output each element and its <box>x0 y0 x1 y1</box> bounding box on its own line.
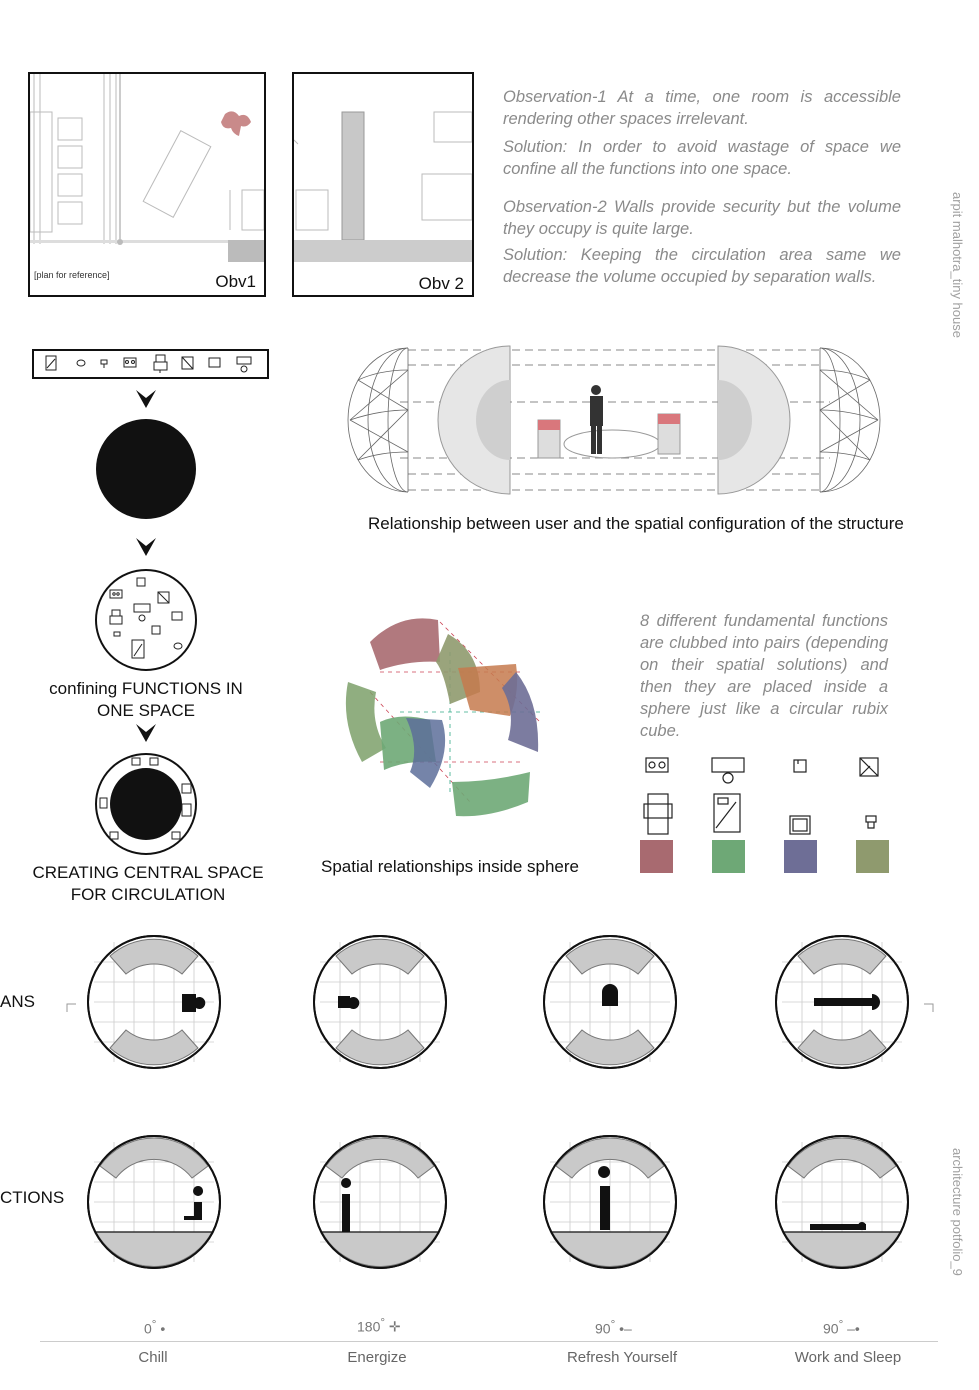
arrow-down-icon <box>136 724 156 742</box>
section-refresh <box>542 1134 678 1270</box>
swatch-green <box>712 840 745 873</box>
plan-work-sleep <box>774 934 910 1070</box>
sections-row-label: CTIONS <box>0 1188 65 1207</box>
mode-label-energize: Energize <box>347 1349 407 1366</box>
plan-refresh <box>542 934 678 1070</box>
obv1-plan-box <box>28 72 266 297</box>
functions-circle-diagram <box>94 568 198 672</box>
section-cut-marker-icon <box>64 1000 78 1014</box>
author-vertical-label: arpit malhotra_tiny house <box>950 192 965 338</box>
rubix-sphere-diagram <box>340 612 560 822</box>
observation-1-text: Observation-1 At a time, one room is accessible rendering other spaces irrelevant. <box>503 88 901 128</box>
divider-line <box>40 1341 938 1342</box>
function-pairs-icons <box>640 752 890 842</box>
central-space-circle-diagram <box>94 752 198 856</box>
arrow-down-icon <box>136 538 156 556</box>
section-cut-marker-icon <box>922 1000 936 1014</box>
confining-functions-label: confining FUNCTIONS IN ONE SPACE <box>49 679 243 720</box>
swatch-olive <box>856 840 889 873</box>
solution-2-text: Solution: Keeping the circulation area same we decrease the volume occupied by separation walls. <box>503 246 901 286</box>
mode-label-work-sleep: Work and Sleep <box>794 1349 902 1366</box>
swatch-red <box>640 840 673 873</box>
section-energize <box>312 1134 448 1270</box>
obv2-label: Obv 2 <box>418 274 464 293</box>
portfolio-vertical-label: architecture potfolio_9 <box>950 1148 965 1276</box>
black-circle-icon <box>94 418 198 520</box>
solution-1-text: Solution: In order to avoid wastage of space we confine all the functions into one space. <box>503 138 901 178</box>
central-space-label: CREATING CENTRAL SPACE FOR CIRCULATION <box>32 863 264 904</box>
plans-row-label: ANS <box>0 992 35 1011</box>
section-chill <box>86 1134 222 1270</box>
functions-description: 8 different fundamental functions are clubbed into pairs (depending on their spatial solutions) and then they are placed inside a sphere just like a circular rubix cube. <box>640 612 888 740</box>
spatial-caption: Spatial relationships inside sphere <box>321 857 579 876</box>
observation-2-text: Observation-2 Walls provide security but the volume they occupy is quite large. <box>503 198 901 238</box>
angle-chill: 0° • <box>144 1318 166 1337</box>
mode-label-chill: Chill <box>138 1349 168 1366</box>
angle-energize: 180° ✛ <box>357 1316 401 1335</box>
obv2-plan-drawing <box>294 74 472 295</box>
obv2-plan-box <box>292 72 474 297</box>
function-icons-bar <box>32 349 269 379</box>
plan-energize <box>312 934 448 1070</box>
angle-work-sleep: 90° –• <box>823 1318 860 1337</box>
angle-refresh: 90° •– <box>595 1318 632 1337</box>
exploded-sphere-diagram <box>340 340 890 500</box>
arrow-down-icon <box>136 390 156 408</box>
obv1-plan-drawing <box>30 74 264 295</box>
section-work-sleep <box>774 1134 910 1270</box>
swatch-purple <box>784 840 817 873</box>
plan-chill <box>86 934 222 1070</box>
relationship-caption: Relationship between user and the spatial configuration of the structure <box>368 514 904 533</box>
obv1-label: Obv1 <box>215 272 256 291</box>
plan-ref-label: [plan for reference] <box>34 270 110 280</box>
mode-label-refresh: Refresh Yourself <box>566 1349 678 1366</box>
